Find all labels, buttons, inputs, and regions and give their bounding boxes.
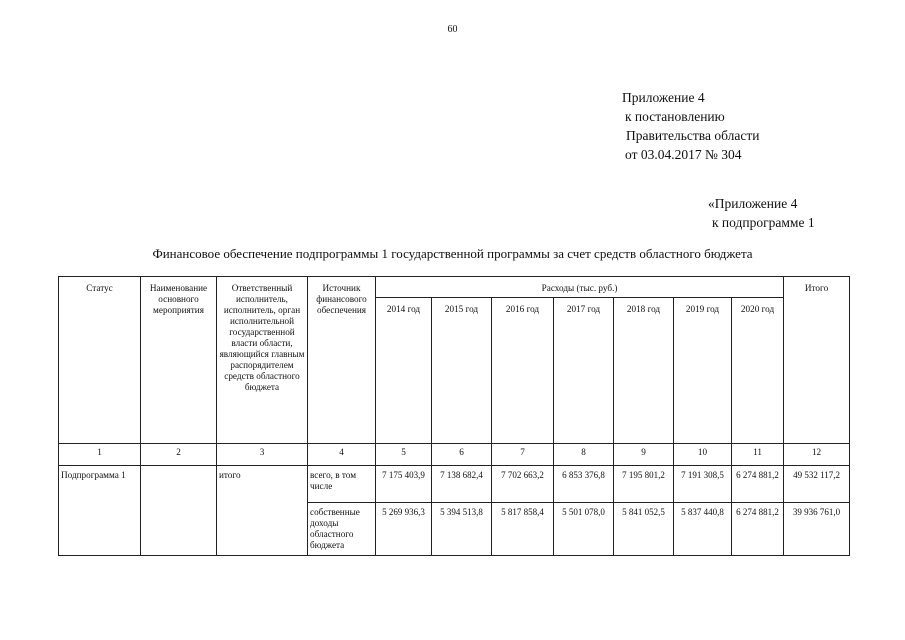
column-index: 11 <box>732 444 784 466</box>
header-year: 2020 год <box>732 298 784 444</box>
appendix-block <box>622 88 759 164</box>
header-year: 2017 год <box>554 298 614 444</box>
header-total: Итого <box>784 277 850 444</box>
header-year: 2016 год <box>492 298 554 444</box>
document-title: Финансовое обеспечение подпрограммы 1 государственной программы за счет средств областного бюджета <box>152 246 753 261</box>
column-index: 8 <box>554 444 614 466</box>
row-value: 7 138 682,4 <box>432 466 492 503</box>
column-index: 2 <box>141 444 217 466</box>
column-index-row <box>59 444 850 466</box>
row-value: 7 175 403,9 <box>376 466 432 503</box>
row-status: Подпрограмма 1 <box>59 466 141 556</box>
page-number: 60 <box>447 24 458 35</box>
header-expenses: Расходы (тыс. руб.) <box>376 277 784 298</box>
row-value: 5 501 078,0 <box>554 503 614 556</box>
column-index: 1 <box>59 444 141 466</box>
row-value: 5 269 936,3 <box>376 503 432 556</box>
column-index: 4 <box>308 444 376 466</box>
column-index: 9 <box>614 444 674 466</box>
row-value: 5 817 858,4 <box>492 503 554 556</box>
row-value: 5 837 440,8 <box>674 503 732 556</box>
row-value: 5 394 513,8 <box>432 503 492 556</box>
row-total: 39 936 761,0 <box>784 503 850 556</box>
header-executor: Ответственный исполнитель, исполнитель, орган исполнительной государственной власти области, являющийся главным распорядителем средств областного бюджета <box>217 277 308 444</box>
row-value: 6 274 881,2 <box>732 503 784 556</box>
column-index: 12 <box>784 444 850 466</box>
row-total: 49 532 117,2 <box>784 466 850 503</box>
column-index: 10 <box>674 444 732 466</box>
row-value: 7 191 308,5 <box>674 466 732 503</box>
row-value: 6 274 881,2 <box>732 466 784 503</box>
appendix-line-2: к постановлению <box>625 109 725 124</box>
row-value: 7 195 801,2 <box>614 466 674 503</box>
appendix-line-1: Приложение 4 <box>622 90 705 105</box>
row-executor: итого <box>217 466 308 556</box>
column-index: 3 <box>217 444 308 466</box>
header-year: 2015 год <box>432 298 492 444</box>
column-index: 5 <box>376 444 432 466</box>
table-row <box>59 466 850 503</box>
sub-appendix-block <box>708 194 815 232</box>
appendix-line-4: от 03.04.2017 № 304 <box>625 147 742 162</box>
header-measure: Наименование основного мероприятия <box>141 277 217 444</box>
header-year: 2018 год <box>614 298 674 444</box>
header-status: Статус <box>59 277 141 444</box>
row-measure <box>141 466 217 556</box>
row-value: 6 853 376,8 <box>554 466 614 503</box>
header-source: Источник финансового обеспечения <box>308 277 376 444</box>
row-value: 5 841 052,5 <box>614 503 674 556</box>
header-year: 2019 год <box>674 298 732 444</box>
appendix-line-3: Правительства области <box>626 128 760 143</box>
header-row <box>59 277 850 298</box>
row-source: всего, в том числе <box>308 466 376 503</box>
row-source: собственные доходы областного бюджета <box>308 503 376 556</box>
sub-appendix-line-1: «Приложение 4 <box>708 196 798 211</box>
column-index: 6 <box>432 444 492 466</box>
sub-appendix-line-2: к подпрограмме 1 <box>712 215 815 230</box>
budget-table <box>58 276 850 556</box>
row-value: 7 702 663,2 <box>492 466 554 503</box>
header-year: 2014 год <box>376 298 432 444</box>
column-index: 7 <box>492 444 554 466</box>
